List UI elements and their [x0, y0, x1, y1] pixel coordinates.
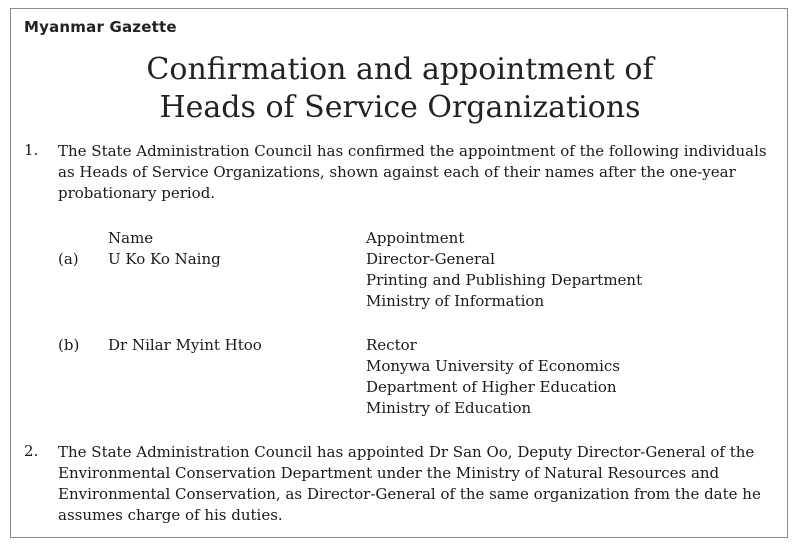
paragraph-2-text: The State Administration Council has appointed Dr San Oo, Deputy Director-General of the Environmental Conservation Department under the Ministry of Natural Resources and Environmental Conservation, as Director-General of the same organization from the date he assumes charge of his duties. [58, 443, 761, 524]
paragraph-2-number: 2. [24, 442, 39, 460]
row-b-label: (b) [58, 336, 80, 354]
row-a-appointment-line-3: Ministry of Information [366, 292, 545, 310]
header-name: Name [108, 229, 154, 247]
headline-line-2: Heads of Service Organizations [159, 90, 641, 125]
row-a-appointment-line-2: Printing and Publishing Department [366, 271, 643, 289]
row-b-name: Dr Nilar Myint Htoo [108, 336, 262, 354]
row-b-appointment-line-1: Rector [366, 336, 417, 354]
row-a-label: (a) [58, 250, 79, 268]
publication-name: Myanmar Gazette [24, 18, 177, 36]
row-a-name: U Ko Ko Naing [108, 250, 221, 268]
headline-line-1: Confirmation and appointment of [146, 52, 654, 87]
paragraph-1-text: The State Administration Council has confirmed the appointment of the following individuals as Heads of Service Organizations, shown against each of their names after the one-year probationary period. [58, 142, 767, 202]
row-b-appointment-line-2: Monywa University of Economics [366, 357, 621, 375]
row-a-appointment-line-1: Director-General [366, 250, 495, 268]
row-b-appointment-line-3: Department of Higher Education [366, 378, 617, 396]
paragraph-1-number: 1. [24, 141, 39, 159]
header-appointment: Appointment [366, 229, 465, 247]
row-b-appointment-line-4: Ministry of Education [366, 399, 532, 417]
